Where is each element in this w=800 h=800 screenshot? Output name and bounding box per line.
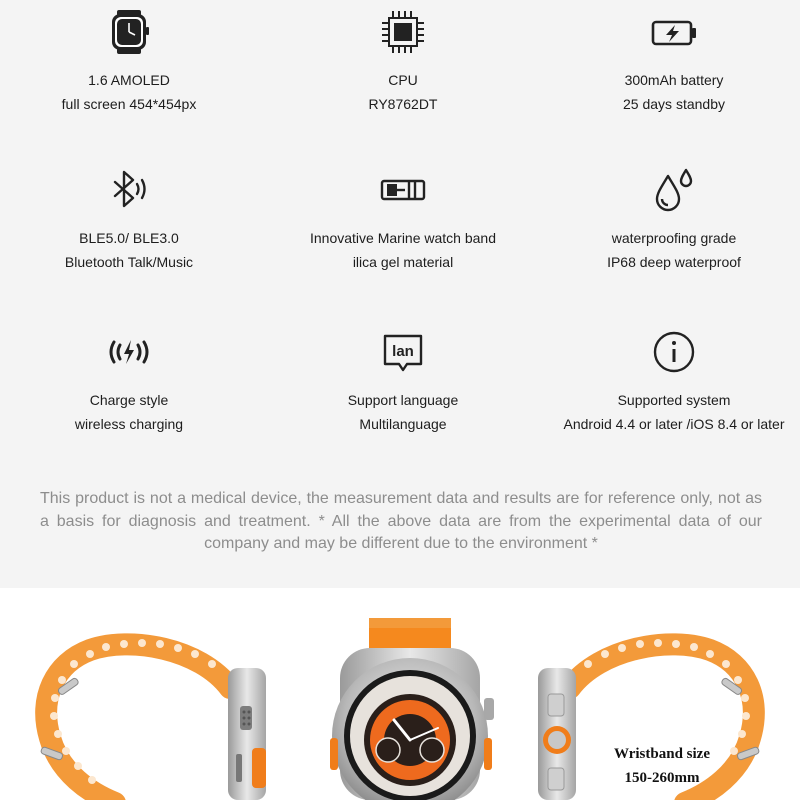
battery-charging-icon xyxy=(644,4,704,60)
water-drops-icon xyxy=(644,162,704,218)
spec-charging xyxy=(0,320,258,470)
spec-display xyxy=(0,0,258,158)
spec-language xyxy=(258,320,548,470)
bluetooth-icon xyxy=(99,162,159,218)
spec-line-2: full screen 454*454px xyxy=(61,96,197,112)
spec-line-1: Charge style xyxy=(89,392,169,408)
spec-line-1: waterproofing grade xyxy=(611,230,737,246)
spec-line-1: CPU xyxy=(388,72,418,88)
wireless-charging-icon xyxy=(99,324,159,380)
spec-band xyxy=(258,158,548,320)
spec-line-2: RY8762DT xyxy=(368,96,438,112)
language-icon xyxy=(373,324,433,380)
cpu-chip-icon xyxy=(373,4,433,60)
smartwatch-icon xyxy=(99,4,159,60)
spec-line-2: Multilanguage xyxy=(359,416,447,432)
spec-waterproof xyxy=(548,158,800,320)
disclaimer-text: This product is not a medical device, the measurement data and results are for reference only, not as a basis for diagnosis and treatment. * All the above data are from the experimental data of our company and may be different due to the environment * xyxy=(40,490,762,552)
language-icon-label: lan xyxy=(392,343,414,360)
spec-line-1: 300mAh battery xyxy=(624,72,724,88)
wristband-size-label xyxy=(600,742,724,790)
watch-band-icon xyxy=(373,162,433,218)
left-watch-image xyxy=(40,639,266,800)
info-icon xyxy=(644,324,704,380)
spec-line-2: ilica gel material xyxy=(352,254,454,270)
spec-bluetooth xyxy=(0,158,258,320)
wristband-size-value: 150-260mm xyxy=(624,770,700,786)
spec-cpu xyxy=(258,0,548,158)
spec-line-2: Android 4.4 or later /iOS 8.4 or later xyxy=(563,416,785,432)
spec-battery xyxy=(548,0,800,158)
center-watch-image xyxy=(330,618,494,800)
spec-line-2: IP68 deep waterproof xyxy=(607,254,741,270)
spec-line-1: 1.6 AMOLED xyxy=(88,72,170,88)
spec-line-1: Innovative Marine watch band xyxy=(310,230,496,246)
spec-line-1: Supported system xyxy=(617,392,731,408)
wristband-size-title: Wristband size xyxy=(614,746,710,762)
spec-line-2: 25 days standby xyxy=(623,96,725,112)
spec-line-2: Bluetooth Talk/Music xyxy=(64,254,194,270)
spec-system xyxy=(548,320,800,470)
spec-line-2: wireless charging xyxy=(74,416,184,432)
spec-line-1: BLE5.0/ BLE3.0 xyxy=(79,230,179,246)
spec-line-1: Support language xyxy=(347,392,459,408)
